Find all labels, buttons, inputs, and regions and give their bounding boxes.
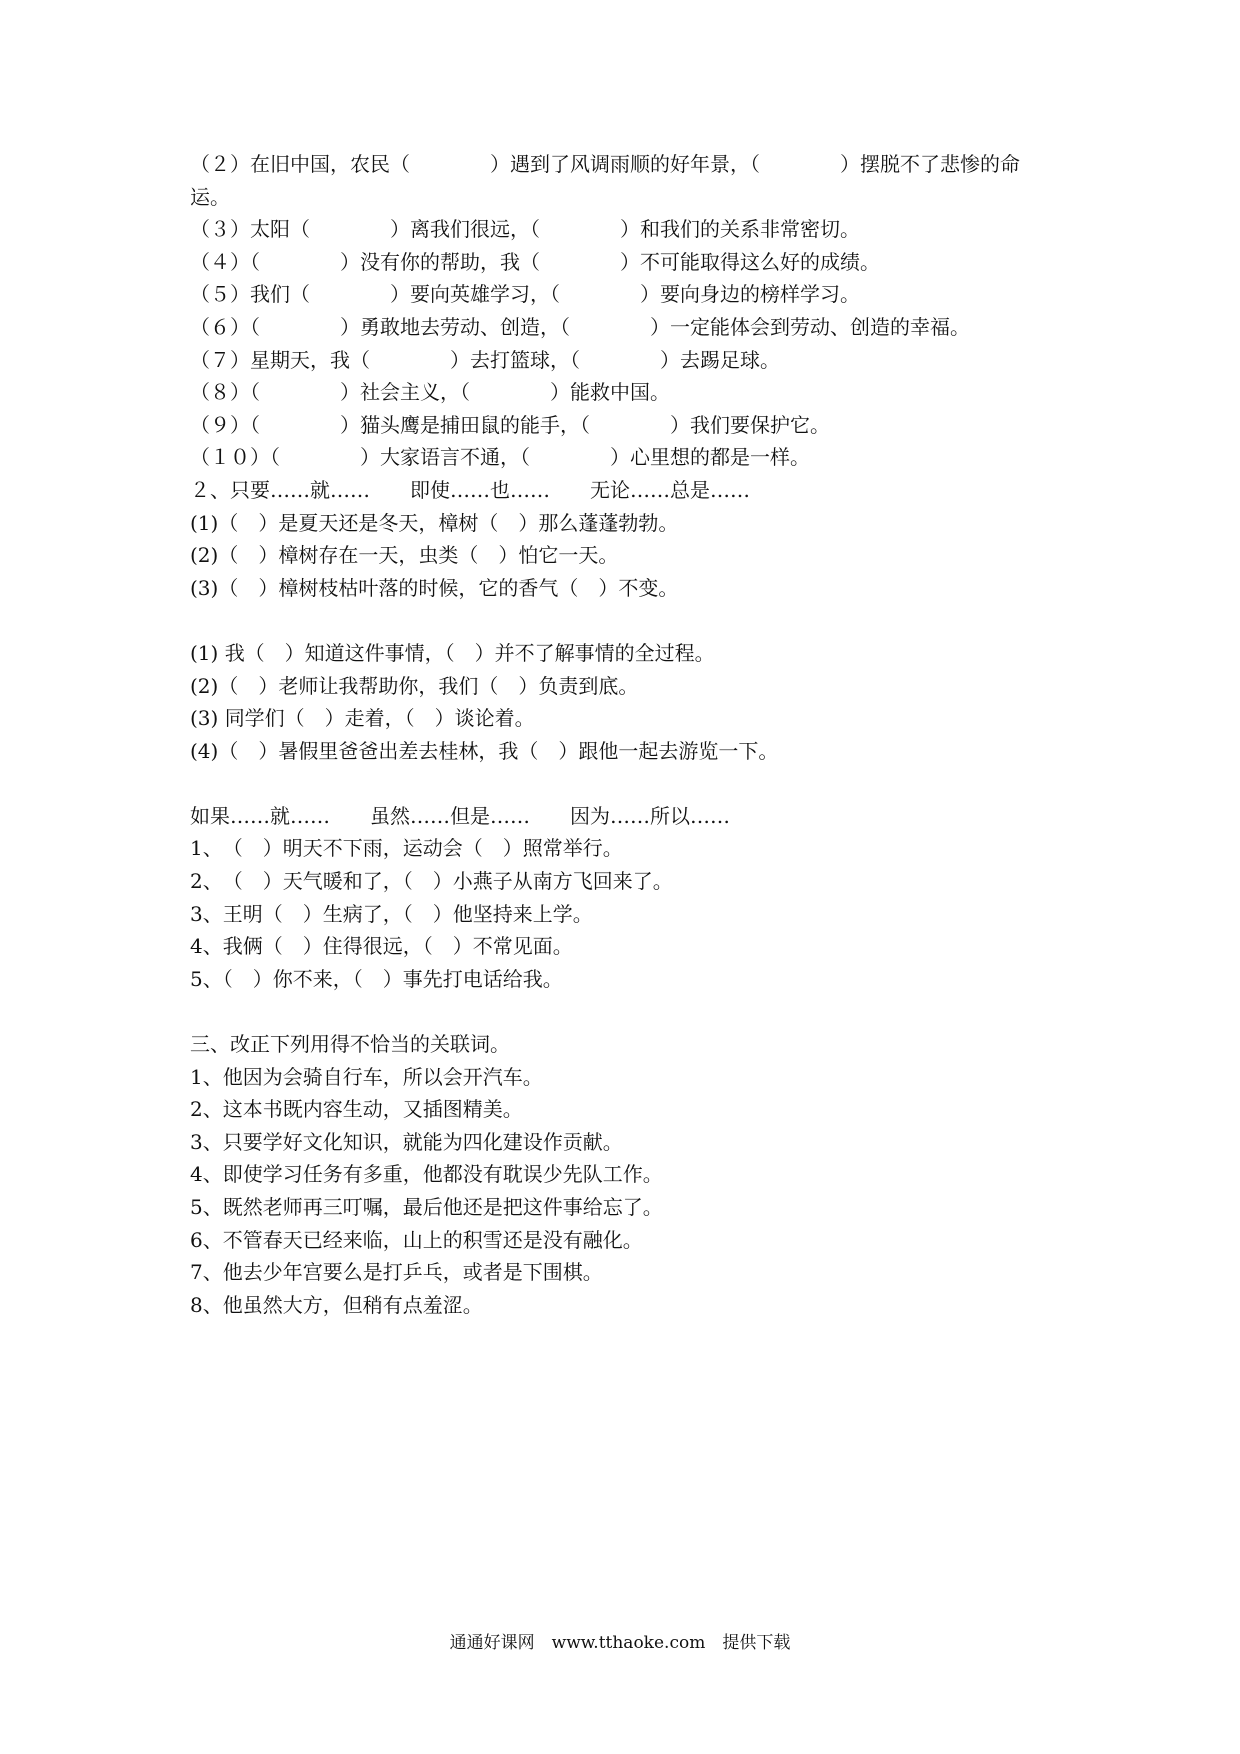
exercise-line: (1)（ ）是夏天还是冬天，樟树（ ）那么蓬蓬勃勃。 (190, 510, 679, 535)
exercise-line: （９）（ ）猫头鹰是捕田鼠的能手，（ ）我们要保护它。 (190, 412, 830, 437)
section-header: ２、只要……就…… 即使……也…… 无论……总是…… (190, 477, 750, 502)
section-correct-conjunctions (190, 1028, 1070, 1321)
exercise-line: (1) 我（ ）知道这件事情，（ ）并不了解事情的全过程。 (190, 640, 715, 665)
exercise-line: （５）我们（ ）要向英雄学习，（ ）要向身边的榜样学习。 (190, 282, 860, 307)
worksheet-body (190, 148, 1070, 1321)
exercise-line: （３）太阳（ ）离我们很远，（ ）和我们的关系非常密切。 (190, 217, 860, 242)
exercise-line: 6、不管春天已经来临，山上的积雪还是没有融化。 (190, 1227, 643, 1252)
section-header: 三、改正下列用得不恰当的关联词。 (190, 1032, 510, 1057)
exercise-line: （６）（ ）勇敢地去劳动、创造，（ ）一定能体会到劳动、创造的幸福。 (190, 314, 970, 339)
exercise-line: （８）（ ）社会主义，（ ）能救中国。 (190, 380, 670, 405)
exercise-line: 1、 （ ）明天不下雨，运动会（ ）照常举行。 (190, 836, 623, 861)
section-fill-conjunctions-4 (190, 800, 1070, 996)
exercise-line: 运。 (190, 184, 230, 209)
exercise-line: 4、即使学习任务有多重，他都没有耽误少先队工作。 (190, 1162, 663, 1187)
exercise-line: (3)（ ）樟树枝枯叶落的时候，它的香气（ ）不变。 (190, 575, 679, 600)
exercise-line: (2)（ ）老师让我帮助你，我们（ ）负责到底。 (190, 673, 639, 698)
exercise-line: 2、这本书既内容生动，又插图精美。 (190, 1097, 523, 1122)
exercise-line: 8、他虽然大方，但稍有点羞涩。 (190, 1292, 483, 1317)
exercise-line: (4)（ ）暑假里爸爸出差去桂林，我（ ）跟他一起去游览一下。 (190, 738, 779, 763)
exercise-line: (3) 同学们（ ）走着，（ ）谈论着。 (190, 706, 535, 731)
section-fill-conjunctions-1 (190, 148, 1070, 474)
spacer (190, 604, 1070, 637)
exercise-line: 1、他因为会骑自行车，所以会开汽车。 (190, 1064, 543, 1089)
section-fill-conjunctions-3 (190, 637, 1070, 767)
exercise-line: 7、他去少年宫要么是打乒乓，或者是下围棋。 (190, 1260, 603, 1285)
section-header: 如果……就…… 虽然……但是…… 因为……所以…… (190, 803, 730, 828)
page-footer: 通通好课网 www.tthaoke.com 提供下载 (449, 1633, 791, 1653)
exercise-line: （７）星期天，我（ ）去打篮球，（ ）去踢足球。 (190, 347, 780, 372)
exercise-line: 5、既然老师再三叮嘱，最后他还是把这件事给忘了。 (190, 1195, 663, 1219)
exercise-line: （２）在旧中国，农民（ ）遇到了风调雨顺的好年景，（ ）摆脱不了悲惨的命 (190, 152, 1020, 176)
spacer (190, 767, 1070, 800)
exercise-line: (2)（ ）樟树存在一天，虫类（ ）怕它一天。 (190, 543, 619, 568)
exercise-line: （１０）（ ）大家语言不通，（ ）心里想的都是一样。 (190, 445, 810, 470)
exercise-line: 4、我俩（ ）住得很远，（ ）不常见面。 (190, 934, 573, 959)
exercise-line: 5、（ ）你不来，（ ）事先打电话给我。 (190, 966, 563, 991)
section-fill-conjunctions-2 (190, 474, 1070, 604)
spacer (190, 995, 1070, 1028)
exercise-line: 3、王明（ ）生病了，（ ）他坚持来上学。 (190, 901, 593, 926)
exercise-line: （４）（ ）没有你的帮助，我（ ）不可能取得这么好的成绩。 (190, 249, 880, 274)
exercise-line: 3、只要学好文化知识，就能为四化建设作贡献。 (190, 1129, 623, 1154)
exercise-line: 2、 （ ）天气暖和了，（ ）小燕子从南方飞回来了。 (190, 869, 673, 894)
